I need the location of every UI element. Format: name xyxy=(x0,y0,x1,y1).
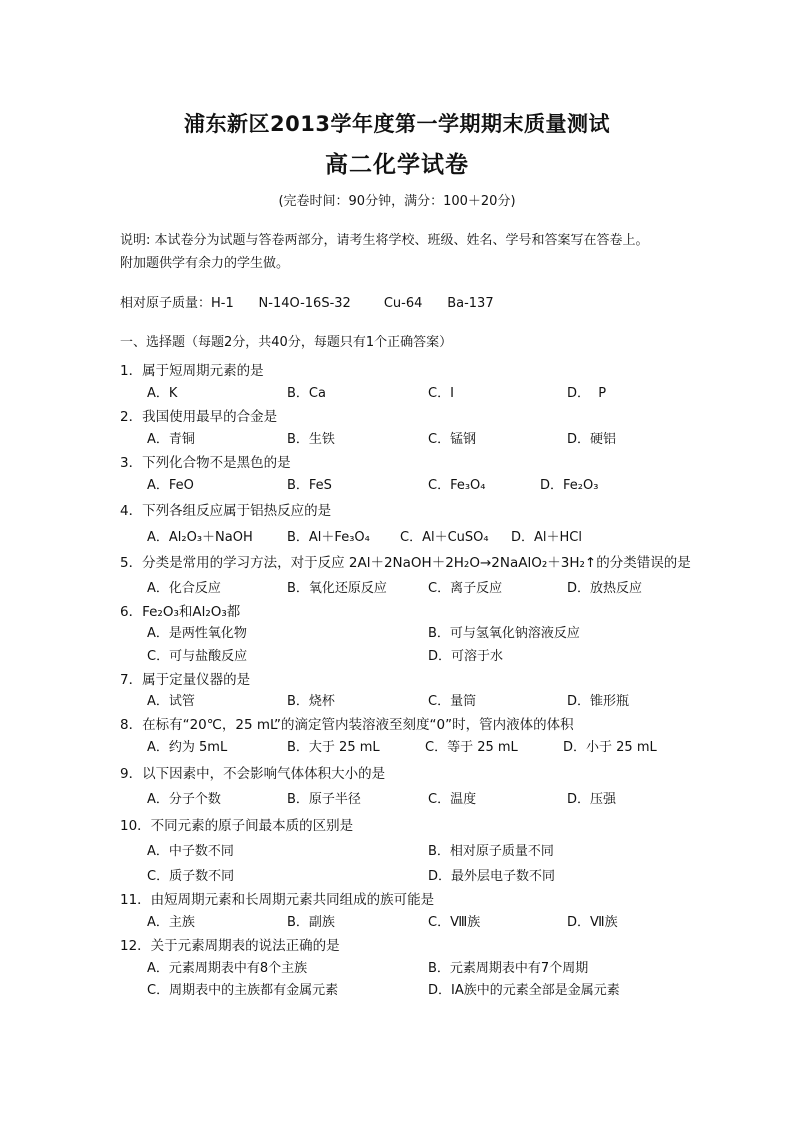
question-11-option-c: C．Ⅷ族 xyxy=(428,915,481,930)
question-11-option-b: B．副族 xyxy=(287,915,335,930)
question-7-stem: 7．属于定量仪器的是 xyxy=(120,672,251,688)
question-4-stem: 4．下列各组反应属于铝热反应的是 xyxy=(120,503,332,519)
question-2-option-a: A．青铜 xyxy=(147,432,195,447)
question-10-option-d: D．最外层电子数不同 xyxy=(428,869,556,884)
question-2-option-b: B．生铁 xyxy=(287,432,335,447)
question-5-stem: 5．分类是常用的学习方法，对于反应 2Al＋2NaOH＋2H₂O→2NaAlO₂＋3H₂↑的分类错误的是 xyxy=(120,555,691,571)
question-7-option-a: A．试管 xyxy=(147,694,195,709)
question-2-option-c: C．锰钢 xyxy=(428,432,477,447)
question-10-option-a: A．中子数不同 xyxy=(147,844,234,859)
question-1-stem: 1．属于短周期元素的是 xyxy=(120,363,264,379)
question-11-stem: 11．由短周期元素和长周期元素共同组成的族可能是 xyxy=(120,892,435,908)
question-4-option-d: D．Al＋HCl xyxy=(511,530,582,545)
question-1-option-b: B．Ca xyxy=(287,386,326,401)
question-5-option-b: B．氧化还原反应 xyxy=(287,581,387,596)
exam-title: 浦东新区2013学年度第一学期期末质量测试 xyxy=(184,112,610,136)
question-10-option-c: C．质子数不同 xyxy=(147,869,235,884)
question-9-option-c: C．温度 xyxy=(428,792,477,807)
question-5-option-a: A．化合反应 xyxy=(147,581,221,596)
question-5-option-c: C．离子反应 xyxy=(428,581,503,596)
instructions-line-2: 附加题供学有余力的学生做。 xyxy=(120,256,290,271)
question-8-stem: 8．在标有“20℃，25 mL”的滴定管内装溶液至刻度“0”时，管内液体的体积 xyxy=(120,717,574,733)
question-5-option-d: D．放热反应 xyxy=(567,581,643,596)
question-7-option-b: B．烧杯 xyxy=(287,694,335,709)
question-9-stem: 9．以下因素中，不会影响气体体积大小的是 xyxy=(120,766,386,782)
question-11-option-d: D．Ⅶ族 xyxy=(567,915,618,930)
question-8-option-b: B．大于 25 mL xyxy=(287,740,380,755)
question-4-option-c: C．Al＋CuSO₄ xyxy=(400,530,489,545)
question-7-option-d: D．锥形瓶 xyxy=(567,694,630,709)
question-10-option-b: B．相对原子质量不同 xyxy=(428,844,554,859)
instructions-line-1: 说明: 本试卷分为试题与答卷两部分，请考生将学校、班级、姓名、学号和答案写在答卷上。 xyxy=(120,233,649,248)
question-3-option-c: C．Fe₃O₄ xyxy=(428,478,486,493)
question-12-option-d: D．IA族中的元素全部是金属元素 xyxy=(428,983,620,998)
question-7-option-c: C．量筒 xyxy=(428,694,477,709)
question-3-stem: 3．下列化合物不是黑色的是 xyxy=(120,455,291,471)
question-1-option-c: C．I xyxy=(428,386,454,401)
question-6-option-d: D．可溶于水 xyxy=(428,649,504,664)
question-3-option-b: B．FeS xyxy=(287,478,332,493)
question-8-option-d: D．小于 25 mL xyxy=(563,740,657,755)
question-3-option-a: A．FeO xyxy=(147,478,194,493)
question-10-stem: 10．不同元素的原子间最本质的区别是 xyxy=(120,818,354,834)
question-12-option-c: C．周期表中的主族都有金属元素 xyxy=(147,983,339,998)
question-3-option-d: D．Fe₂O₃ xyxy=(540,478,599,493)
question-6-option-a: A．是两性氧化物 xyxy=(147,626,247,641)
question-6-option-c: C．可与盐酸反应 xyxy=(147,649,248,664)
question-8-option-c: C．等于 25 mL xyxy=(425,740,518,755)
question-6-stem: 6．Fe₂O₃和Al₂O₃都 xyxy=(120,604,241,620)
question-11-option-a: A．主族 xyxy=(147,915,195,930)
question-8-option-a: A．约为 5mL xyxy=(147,740,228,755)
atomic-mass-line: 相对原子质量：H-1 N-14O-16S-32 Cu-64 Ba-137 xyxy=(120,296,494,311)
question-9-option-d: D．压强 xyxy=(567,792,617,807)
exam-time-info: (完卷时间：90分钟，满分：100＋20分) xyxy=(278,194,516,209)
question-1-option-a: A．K xyxy=(147,386,178,401)
question-4-option-b: B．Al＋Fe₃O₄ xyxy=(287,530,370,545)
question-9-option-a: A．分子个数 xyxy=(147,792,221,807)
exam-subtitle: 高二化学试卷 xyxy=(325,152,469,178)
question-12-stem: 12．关于元素周期表的说法正确的是 xyxy=(120,938,340,954)
question-12-option-a: A．元素周期表中有8个主族 xyxy=(147,961,308,976)
section-heading: 一、选择题（每题2分，共40分，每题只有1个正确答案） xyxy=(120,335,453,350)
question-12-option-b: B．元素周期表中有7个周期 xyxy=(428,961,589,976)
question-9-option-b: B．原子半径 xyxy=(287,792,361,807)
question-1-option-d: D． P xyxy=(567,386,607,401)
question-6-option-b: B．可与氢氧化钠溶液反应 xyxy=(428,626,580,641)
question-2-stem: 2．我国使用最早的合金是 xyxy=(120,409,278,425)
question-4-option-a: A．Al₂O₃＋NaOH xyxy=(147,530,253,545)
question-2-option-d: D．硬铝 xyxy=(567,432,617,447)
